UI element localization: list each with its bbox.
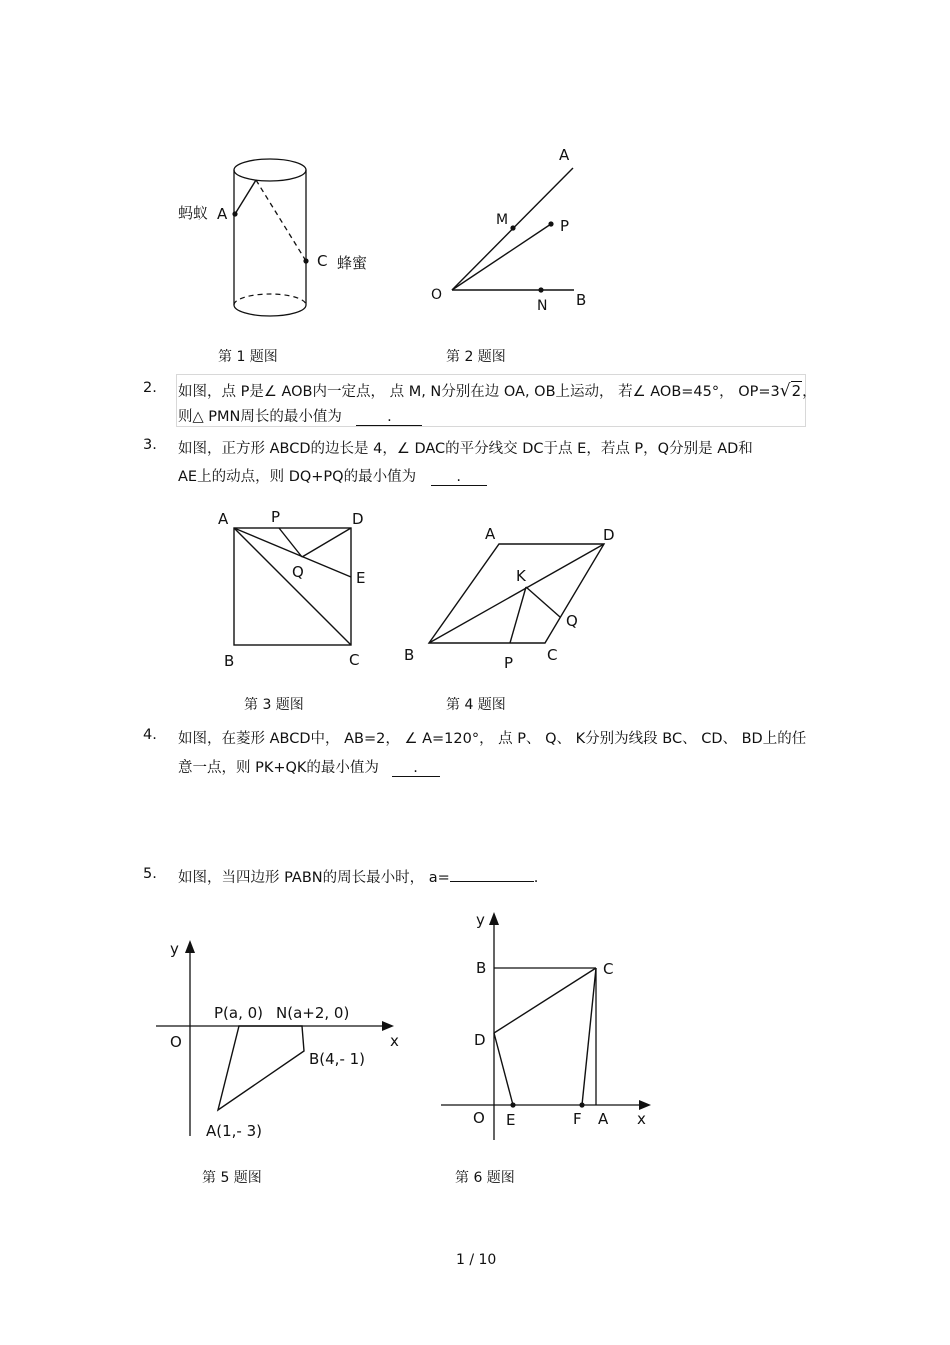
- question-5-number: 5.: [143, 866, 157, 882]
- label-fig3-a: A: [218, 510, 229, 528]
- question-2-text-1: 如图，点 P是∠ AOB内一定点， 点 M, N分别在边 OA, OB上运动， 若∠ AOB=45°， OP=3: [178, 384, 780, 400]
- label-fig6-b: B: [476, 959, 487, 977]
- caption-figure-6: 第 6 题图: [455, 1170, 515, 1186]
- caption-figure-2: 第 2 题图: [446, 349, 506, 365]
- label-fig3-d: D: [352, 510, 364, 528]
- sqrt-radicand: 2: [791, 382, 802, 400]
- label-fig2-p: P: [560, 217, 570, 235]
- point-e-dot: [510, 1102, 515, 1107]
- label-point-a: A: [217, 205, 228, 223]
- fig6-y-arrow: [489, 912, 499, 925]
- label-fig2-m: M: [496, 212, 509, 228]
- label-fig5-a: A(1,- 3): [206, 1122, 263, 1140]
- question-4-text-2: 意一点，则 PK+QK的最小值为: [178, 760, 379, 776]
- question-2-text-2: 则△ PMN周长的最小值为: [178, 409, 342, 425]
- label-fig6-c: C: [603, 960, 614, 978]
- caption-figure-4: 第 4 题图: [446, 697, 506, 713]
- sqrt-symbol: √: [779, 381, 791, 401]
- question-5-end: .: [533, 870, 539, 886]
- question-5-text: 如图，当四边形 PABN的周长最小时， a=: [178, 870, 450, 886]
- label-fig4-a: A: [485, 525, 496, 543]
- segment-de: [494, 1033, 513, 1105]
- label-fig5-o: O: [170, 1033, 182, 1051]
- question-3-text-2: AE上的动点，则 DQ+PQ的最小值为: [178, 469, 417, 485]
- label-fig6-f: F: [573, 1110, 582, 1128]
- page-number: 1 / 10: [456, 1252, 497, 1268]
- label-fig6-y: y: [476, 911, 485, 929]
- label-fig6-x: x: [637, 1110, 646, 1128]
- label-fig5-y: y: [170, 940, 179, 958]
- question-3-number: 3.: [143, 437, 157, 453]
- question-2-text-1-end: ，: [802, 384, 817, 400]
- caption-figure-5: 第 5 题图: [202, 1170, 262, 1186]
- label-fig4-q: Q: [566, 612, 578, 630]
- label-fig2-a: A: [559, 146, 570, 164]
- label-fig2-o: O: [431, 287, 443, 303]
- question-2-number: 2.: [143, 380, 157, 396]
- label-fig4-b: B: [404, 646, 415, 664]
- fig6-x-arrow: [639, 1100, 651, 1110]
- label-fig3-p: P: [271, 508, 281, 526]
- label-fig5-b: B(4,- 1): [309, 1050, 366, 1068]
- segment-cf: [582, 968, 596, 1105]
- label-fig3-c: C: [349, 651, 360, 669]
- question-4-number: 4.: [143, 727, 157, 743]
- label-fig6-d: D: [474, 1031, 486, 1049]
- label-fig6-e: E: [506, 1111, 516, 1129]
- label-fig2-b: B: [576, 291, 587, 309]
- label-ant: 蚂蚁: [178, 204, 209, 222]
- label-fig6-o: O: [473, 1109, 485, 1127]
- point-f-dot: [579, 1102, 584, 1107]
- label-fig5-p: P(a, 0): [214, 1004, 264, 1022]
- label-fig3-q: Q: [292, 563, 304, 581]
- question-3-line-1: 如图，正方形 ABCD的边长是 4，∠ DAC的平分线交 DC于点 E，若点 P，Q分别是 AD和: [178, 441, 753, 457]
- label-fig4-c: C: [547, 646, 558, 664]
- question-4-line-1: 如图，在菱形 ABCD中， AB=2， ∠ A=120°， 点 P、 Q、 K分别为线段 BC、 CD、 BD上的任: [178, 731, 807, 747]
- label-fig3-b: B: [224, 652, 235, 670]
- label-fig2-n: N: [537, 298, 548, 314]
- label-fig4-p: P: [504, 654, 514, 672]
- question-4-blank-dot: .: [413, 760, 418, 776]
- caption-figure-3: 第 3 题图: [244, 697, 304, 713]
- label-fig5-x: x: [390, 1032, 399, 1050]
- label-fig3-e: E: [356, 569, 366, 587]
- label-fig4-k: K: [516, 567, 526, 585]
- question-2-blank-dot: .: [387, 409, 392, 425]
- segment-dc: [494, 968, 596, 1033]
- label-fig6-a: A: [598, 1110, 609, 1128]
- label-point-c: C: [317, 252, 328, 270]
- caption-figure-1: 第 1 题图: [218, 349, 278, 365]
- label-fig5-n: N(a+2, 0): [276, 1004, 350, 1022]
- label-fig4-d: D: [603, 526, 615, 544]
- question-3-blank-dot: .: [456, 469, 461, 485]
- label-honey: 蜂蜜: [337, 254, 368, 272]
